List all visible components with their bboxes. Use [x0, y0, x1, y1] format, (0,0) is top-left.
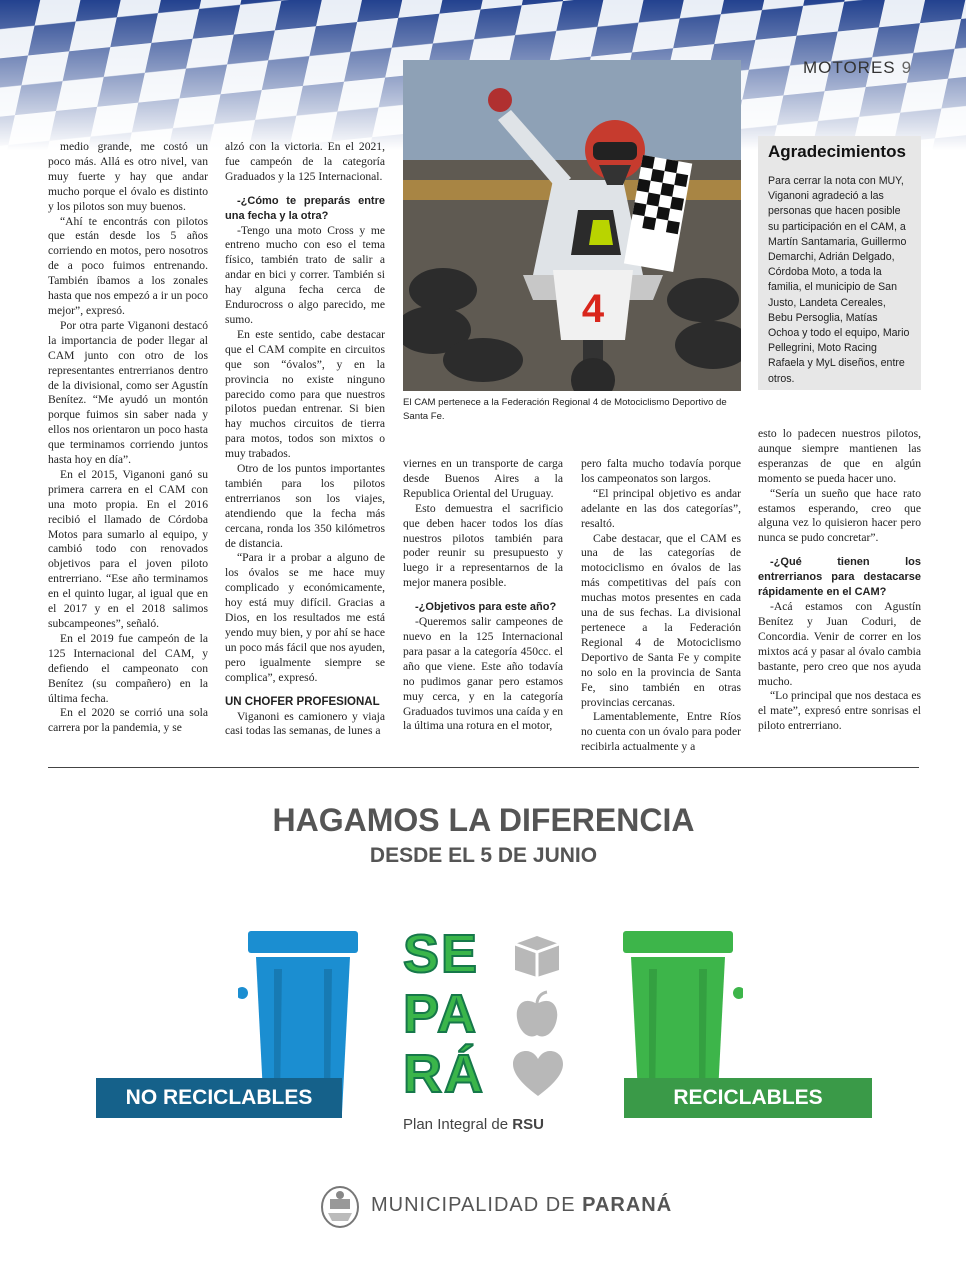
- acknowledgements-box: [758, 136, 921, 390]
- paragraph: Cabe destacar, que el CAM es una de las categorías de motociclismo en óvalos de las más competitivas del país con muchas motos presentes en cada una de sus fechas. La divisional pertenece a la Federación Regional 4 de Motociclismo Deportivo de Santa Fe y compite no solo en la provincia de Santa Fe, sino también en otras provincias cercanas.: [581, 531, 741, 709]
- apple-icon: [511, 990, 563, 1042]
- photo-caption: El CAM pertenece a la Federación Regional 4 de Motociclismo Deportivo de Santa Fe.: [403, 397, 727, 422]
- rider-photo: [403, 60, 741, 391]
- subheading: UN CHOFER PROFESIONAL: [225, 695, 380, 708]
- logo-line-3: RÁ: [403, 1044, 485, 1104]
- heart-icon: [511, 1050, 565, 1098]
- paragraph: Viganoni es camionero y viaja casi todas las semanas, de lunes a: [225, 709, 385, 738]
- bike-number: 4: [581, 287, 605, 331]
- acknowledgements-text: Para cerrar la nota con MUY, Viganoni agradeció a las personas que hacen posible su participación en el CAM, a Martín Santamaria, Guillermo Demarchi, Adrián Delgado, Córdoba Moto, a toda la familia, el municipio de San Justo, Landeta Cereales, Bebu Persoglia, Matías Ochoa y todo el equipo, Mario Pellegrini, Moto Racing Rafaela y MyL diseños, entre otros.: [768, 175, 910, 385]
- article-column-2: [225, 140, 385, 739]
- article-column-5: [758, 427, 921, 734]
- article-column-3: [403, 457, 563, 734]
- plan-rsu: RSU: [512, 1116, 544, 1133]
- paragraph: pero falta mucho todavía porque los campeonatos son largos.: [581, 457, 741, 485]
- paragraph: En este sentido, cabe destacar que el CAM compite en circuitos que son “óvalos”, y en la provincia no existe ninguno parecido como para que nuestros pilotos puedan entrenar. Si bien hay muchos circuitos de tierra para motos, todos son mixtos o muy trabados.: [225, 327, 385, 461]
- article-column-4: [581, 457, 741, 755]
- section-name: MOTORES: [803, 58, 896, 77]
- paragraph: Otro de los puntos importantes también para los pilotos entrerrianos son los viajes, atendiendo que la fecha más cercana, ronda los 350 kilómetros de distancia.: [225, 462, 385, 550]
- muni-prefix: MUNICIPALIDAD DE: [371, 1194, 583, 1216]
- paragraph: En el 2019 fue campeón de la 125 Internacional del CAM, y defiendo el campeonato con Benítez (su compañero) en la última fecha.: [48, 631, 208, 705]
- paragraph: “El principal objetivo es andar adelante en las dos categorías”, resaltó.: [581, 486, 741, 530]
- paragraph: Por otra parte Viganoni destacó la importancia de poder llegar al CAM junto con otro de los representantes entrerrianos dentro de la divisional, como ser Agustín Benítez. “Me ayudó un montón porque fuimos sin saber nada y ellos nos orientaron un poco hasta que terminamos corriendo juntos hasta hoy en día”.: [48, 318, 208, 467]
- paragraph: medio grande, me costó un poco más. Allá es otro nivel, van muy fuerte y hay que andar mucho porque el óvalo es distinto y los pilotos son muy buenos.: [48, 140, 208, 213]
- motocross-rider-illustration: [403, 60, 741, 391]
- ad-subtitle: DESDE EL 5 DE JUNIO: [369, 844, 598, 867]
- interview-question: -¿Objetivos para este año?: [415, 601, 557, 614]
- paragraph: alzó con la victoria. En el 2021, fue campeón de la categoría Graduados y la 125 Internacional.: [225, 140, 385, 183]
- ad-title: HAGAMOS LA DIFERENCIA: [272, 802, 695, 838]
- interview-question: -¿Cómo te preparás entre una fecha y la otra?: [225, 194, 385, 222]
- article-column-1: [48, 140, 208, 736]
- recyclables-label: RECICLABLES: [624, 1078, 872, 1118]
- paragraph: viernes en un transporte de carga desde Buenos Aires a la Republica Oriental del Uruguay.: [403, 457, 563, 500]
- plan-prefix: Plan Integral de: [403, 1116, 513, 1133]
- plan-integral-text: [403, 1116, 544, 1133]
- paragraph: “Ahí te encontrás con pilotos que están desde los 5 años corriendo en motos, pero nosotros de a poco fuimos entrenando. También íbamos a los zonales hasta que nos empezó a ir un poco mejor”, expresó.: [48, 214, 208, 317]
- paragraph: -Acá estamos con Agustín Benítez y Juan Coduri, de Concordia. Venir de correr en los mixtos acá y pasar al óvalo cambia bastante, pero creo que nos ayuda mucho.: [758, 599, 921, 688]
- recycling-advertisement: [48, 778, 919, 1240]
- logo-line-1: SE: [403, 924, 480, 984]
- acknowledgements-title: Agradecimientos: [768, 142, 906, 161]
- no-recyclables-label: NO RECICLABLES: [96, 1078, 342, 1118]
- municipal-seal-icon: [320, 1185, 360, 1229]
- paragraph: “Lo principal que nos destaca es el mate”, expresó entre sonrisas el piloto entrerriano.: [758, 689, 921, 733]
- divider-line: [48, 767, 919, 768]
- paragraph: “Sería un sueño que hace rato estamos esperando, creo que alguna vez lo quisieron hacer pero nunca se pudo concretar”.: [758, 486, 921, 545]
- paragraph: -Queremos salir campeones de nuevo en la 125 Internacional para pasar a la categoría 450cc. el año que viene. Este año todavía no pudimos ganar pero estamos muy cerca, y en la categoría Graduados tuvimos una caída y en la última una rotura en el motor,: [403, 615, 564, 733]
- paragraph: En el 2020 se corrió una sola carrera por la pandemia, y se: [48, 706, 208, 735]
- muni-bold: PARANÁ: [582, 1194, 673, 1216]
- interview-question: -¿Qué tienen los entrerrianos para destacarse rápidamente en el CAM?: [758, 556, 921, 599]
- box-icon: [511, 930, 563, 978]
- paragraph: Esto demuestra el sacrificio que deben hacer todos los días nuestros pilotos también para poder reunir su presupuesto y luego ir a representarnos de la mejor manera posible.: [403, 501, 563, 590]
- paragraph: esto lo padecen nuestros pilotos, aunque siempre mantienen las esperanzas de que en algún momento se pueda hacer uno.: [758, 427, 921, 485]
- logo-line-2: PA: [403, 984, 479, 1044]
- section-header: [803, 58, 912, 78]
- paragraph: En el 2015, Viganoni ganó su primera carrera en el CAM con una moto propia. En el 2016 recibió el llamado de Córdoba Motos para sumarlo al equipo, y cambió todo con renovados objetivos para el joven piloto entrerriano. “Ese año terminamos en el quinto lugar, al igual que en el 2017 y en el 2018 salimos subcampeones”, señaló.: [48, 467, 208, 630]
- page-number: 9: [901, 58, 913, 77]
- paragraph: Lamentablemente, Entre Ríos no cuenta con un óvalo para poder recibirla actualmente y a: [581, 710, 741, 754]
- paragraph: -Tengo una moto Cross y me entreno mucho con eso el tema físico, también trato de salir a andar en bici y correr. También si hay alguna fecha cerca de Endurocross o algo parecido, me sumo.: [225, 223, 385, 326]
- municipality-name: [371, 1194, 672, 1217]
- paragraph: “Para ir a probar a alguno de los óvalos se me hace muy complicado y económicamente, hoy está muy difícil. Gracias a Dios, en los resultados me está yendo muy bien, y por ahí se hace un poco más fácil que nos ayuden, pero igualmente siempre se complica”, expresó.: [225, 551, 386, 684]
